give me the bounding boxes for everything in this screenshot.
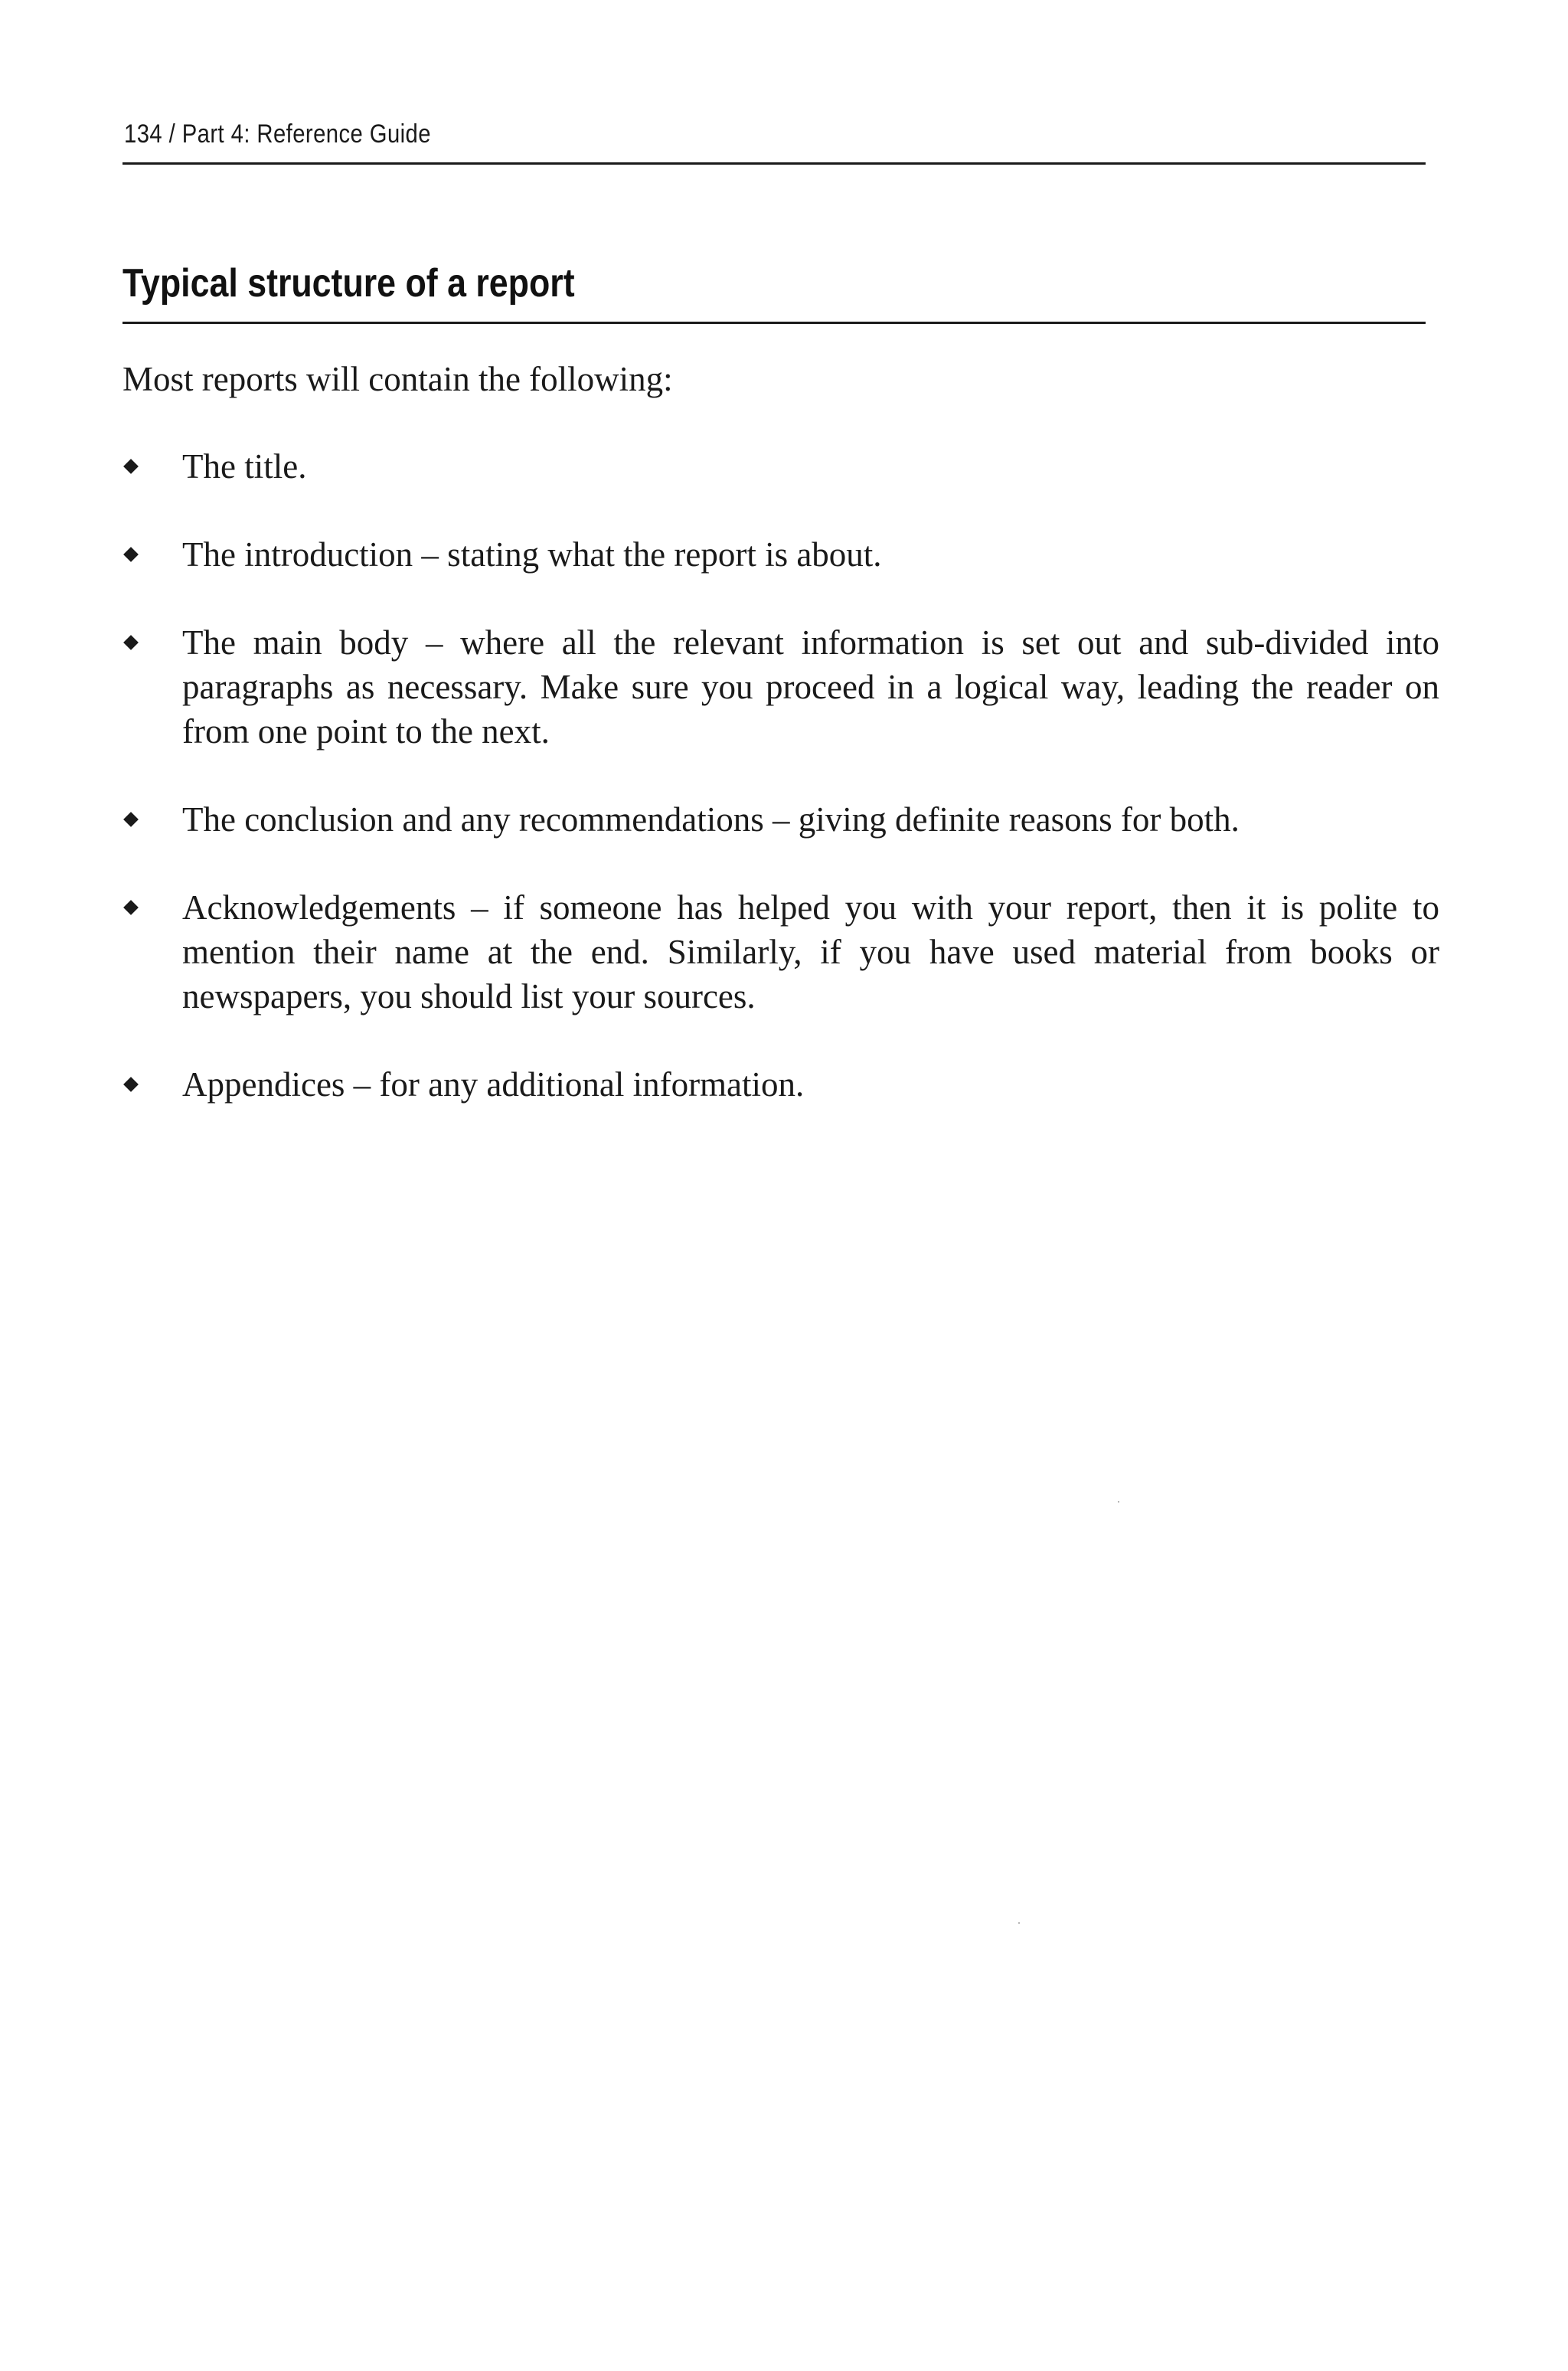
diamond-bullet-icon bbox=[123, 812, 139, 827]
list-item bbox=[122, 620, 1439, 754]
section-heading: Typical structure of a report bbox=[122, 261, 575, 306]
header-rule bbox=[122, 162, 1426, 165]
bullet-text: The introduction – stating what the report is about. bbox=[182, 535, 882, 574]
scan-speck bbox=[1118, 1501, 1119, 1503]
diamond-bullet-icon bbox=[123, 900, 139, 915]
heading-rule bbox=[122, 322, 1426, 324]
list-item bbox=[122, 532, 1439, 577]
bullet-text: Appendices – for any additional information. bbox=[182, 1065, 805, 1104]
bullet-text: Acknowledgements – if someone has helped you with your report, then it is polite to mention their name at the end. Similarly, if you have used material from books or newspapers, you should list your sources. bbox=[182, 888, 1439, 1015]
diamond-bullet-icon bbox=[123, 547, 139, 562]
running-header: 134 / Part 4: Reference Guide bbox=[124, 119, 431, 149]
list-item bbox=[122, 444, 1439, 489]
bullet-text: The title. bbox=[182, 447, 307, 486]
bullet-text: The main body – where all the relevant information is set out and sub-divided into paragraphs as necessary. Make sure you proceed in a logical way, leading the reader on from one point to the next. bbox=[182, 623, 1439, 751]
list-item bbox=[122, 1062, 1439, 1107]
diamond-bullet-icon bbox=[123, 459, 139, 474]
scan-speck bbox=[1018, 1922, 1020, 1924]
intro-paragraph: Most reports will contain the following: bbox=[122, 360, 673, 398]
diamond-bullet-icon bbox=[123, 635, 139, 650]
list-item bbox=[122, 797, 1439, 842]
diamond-bullet-icon bbox=[123, 1077, 139, 1092]
bullet-text: The conclusion and any recommendations – giving definite reasons for both. bbox=[182, 800, 1240, 839]
bullet-list bbox=[122, 444, 1439, 1150]
list-item bbox=[122, 885, 1439, 1019]
